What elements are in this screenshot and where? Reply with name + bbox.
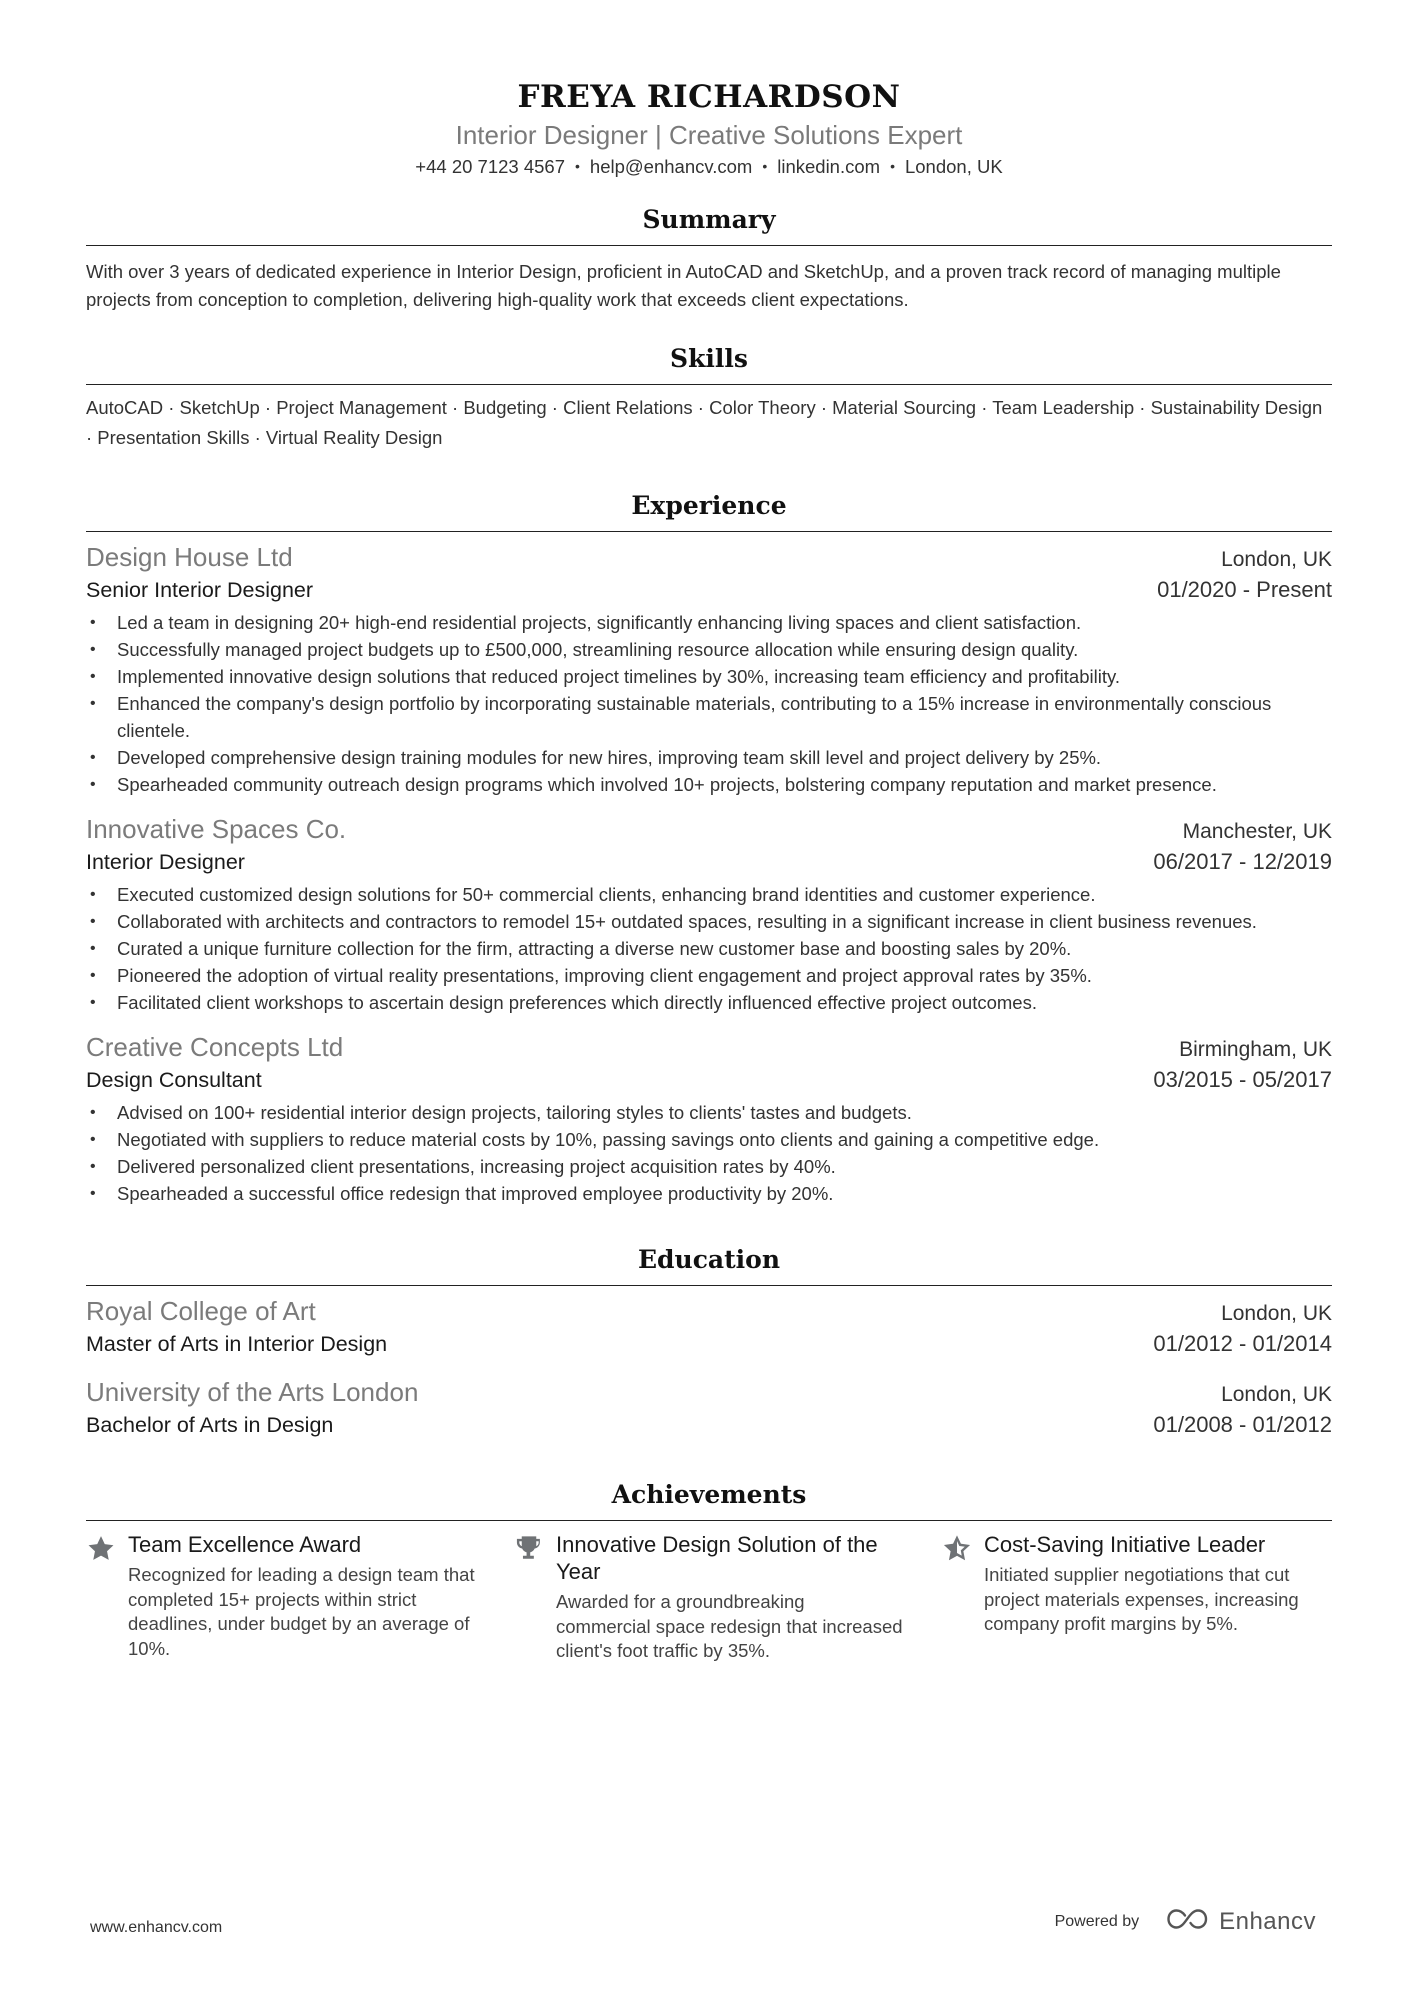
school-name: University of the Arts London [86, 1377, 419, 1407]
job-location: Birmingham, UK [1179, 1038, 1332, 1061]
experience-entry [86, 1030, 1332, 1207]
job-bullets [86, 1099, 1332, 1207]
summary-section [86, 203, 1332, 314]
experience-section [86, 489, 1332, 1207]
entry-subheader [86, 575, 1332, 605]
section-title-summary: Summary [86, 203, 1332, 246]
experience-entry [86, 812, 1332, 1016]
skills-list: AutoCAD · SketchUp · Project Management · Budgeting · Client Relations · Color Theory · Material Sourcing · Team Leadership · Sustainability Design · Presentation Skills · Virtual Reality Design [86, 397, 1323, 448]
bullet-item: • Collaborated with architects and contractors to remodel 15+ outdated spaces, resulting in a significant increase in client business revenues. [86, 908, 1332, 935]
company-name: Innovative Spaces Co. [86, 814, 347, 844]
phone: +44 20 7123 4567 [415, 156, 565, 177]
footer-branding [1055, 1906, 1316, 1937]
bullet-item: • Spearheaded a successful office redesign that improved employee productivity by 20%. [86, 1180, 1332, 1207]
contact-separator: • [575, 158, 580, 174]
entry-subheader [86, 1329, 1332, 1359]
degree: Bachelor of Arts in Design [86, 1413, 334, 1437]
job-bullets [86, 881, 1332, 1016]
entry-header [86, 1294, 1332, 1329]
job-dates: 01/2020 - Present [1157, 577, 1332, 602]
education-dates: 01/2012 - 01/2014 [1153, 1331, 1332, 1356]
education-dates: 01/2008 - 01/2012 [1153, 1412, 1332, 1437]
candidate-headline: Interior Designer | Creative Solutions Expert [455, 120, 963, 150]
degree: Master of Arts in Interior Design [86, 1332, 388, 1356]
section-title-education: Education [86, 1243, 1332, 1286]
achievement-item [942, 1531, 1332, 1664]
bullet-item: • Pioneered the adoption of virtual reality presentations, improving client engagement and project approval rates by 35%. [86, 962, 1332, 989]
bullet-item: • Delivered personalized client presentations, increasing project acquisition rates by 40%. [86, 1153, 1332, 1180]
enhancv-logo-icon [1165, 1906, 1211, 1937]
company-name: Creative Concepts Ltd [86, 1032, 344, 1062]
contact-separator: • [762, 158, 768, 174]
trophy-icon [514, 1531, 556, 1664]
achievements-grid [86, 1531, 1332, 1664]
education-entry [86, 1294, 1332, 1359]
entry-subheader [86, 1065, 1332, 1095]
skills-section [86, 342, 1332, 453]
bullet-item: • Enhanced the company's design portfolio by incorporating sustainable materials, contributing to a 15% increase in environmentally conscious clientele. [86, 690, 1332, 744]
resume-page [86, 0, 1332, 1664]
bullet-item: • Implemented innovative design solutions that reduced project timelines by 30%, increasing team efficiency and profitability. [86, 663, 1332, 690]
achievement-description: Recognized for leading a design team that completed 15+ projects within strict deadlines, under budget by an average of 10%. [128, 1564, 475, 1659]
bullet-item: • Executed customized design solutions for 50+ commercial clients, enhancing brand identities and customer experience. [86, 881, 1332, 908]
bullet-item: • Negotiated with suppliers to reduce material costs by 10%, passing savings onto clients and gaining a competitive edge. [86, 1126, 1332, 1153]
entry-header [86, 540, 1332, 575]
section-title-skills: Skills [86, 342, 1332, 385]
company-name: Design House Ltd [86, 542, 293, 572]
section-title-experience: Experience [86, 489, 1332, 532]
bullet-item: • Developed comprehensive design training modules for new hires, improving team skill level and project delivery by 25%. [86, 744, 1332, 771]
footer-website-link[interactable]: www.enhancv.com [90, 1919, 223, 1936]
job-location: Manchester, UK [1182, 820, 1332, 843]
education-section [86, 1243, 1332, 1440]
job-location: London, UK [1221, 548, 1332, 571]
entry-header [86, 1030, 1332, 1065]
achievement-body [128, 1531, 476, 1664]
star-half-icon [942, 1531, 984, 1664]
achievements-section [86, 1478, 1332, 1664]
bullet-item: • Facilitated client workshops to ascertain design preferences which directly influenced effective project outcomes. [86, 989, 1332, 1016]
school-location: London, UK [1221, 1383, 1332, 1406]
achievement-title: Team Excellence Award [128, 1532, 362, 1557]
bullet-item: • Spearheaded community outreach design programs which involved 10+ projects, bolstering company reputation and market presence. [86, 771, 1332, 798]
achievement-item [86, 1531, 476, 1664]
job-bullets [86, 609, 1332, 798]
entry-subheader [86, 847, 1332, 877]
bullet-item: • Successfully managed project budgets up to £500,000, streamlining resource allocation while ensuring design quality. [86, 636, 1332, 663]
resume-header [86, 0, 1332, 181]
linkedin-link[interactable]: linkedin.com [777, 156, 881, 177]
achievement-item [514, 1531, 904, 1664]
achievement-title: Cost-Saving Initiative Leader [984, 1532, 1266, 1557]
contact-line [86, 154, 1332, 181]
job-dates: 03/2015 - 05/2017 [1153, 1067, 1332, 1092]
bullet-item: • Curated a unique furniture collection for the firm, attracting a diverse new customer base and boosting sales by 20%. [86, 935, 1332, 962]
achievement-title: Innovative Design Solution of the Year [556, 1532, 878, 1584]
achievement-body [984, 1531, 1332, 1664]
achievement-description: Awarded for a groundbreaking commercial space redesign that increased client's foot traffic by 35%. [556, 1591, 903, 1661]
achievement-description: Initiated supplier negotiations that cut project materials expenses, increasing company profit margins by 5%. [984, 1564, 1299, 1634]
job-title: Interior Designer [86, 850, 245, 874]
job-title: Senior Interior Designer [86, 578, 314, 602]
bullet-item: • Advised on 100+ residential interior design projects, tailoring styles to clients' tastes and budgets. [86, 1099, 1332, 1126]
school-location: London, UK [1221, 1302, 1332, 1325]
education-entry [86, 1375, 1332, 1440]
job-title: Design Consultant [86, 1068, 262, 1092]
bullet-item: • Led a team in designing 20+ high-end residential projects, significantly enhancing living spaces and client satisfaction. [86, 609, 1332, 636]
candidate-name: FREYA RICHARDSON [517, 79, 901, 115]
achievement-body [556, 1531, 904, 1664]
job-dates: 06/2017 - 12/2019 [1153, 849, 1332, 874]
powered-by-label: Powered by [1054, 1912, 1140, 1930]
summary-text: With over 3 years of dedicated experience in Interior Design, proficient in AutoCAD and SketchUp, and a proven track record of managing multiple projects from conception to completion, delivering high-quality work that exceeds client expectations. [86, 261, 1281, 310]
contact-separator: • [890, 158, 895, 174]
star-icon [86, 1531, 128, 1664]
entry-subheader [86, 1410, 1332, 1440]
entry-header [86, 812, 1332, 847]
location: London, UK [904, 156, 1003, 177]
enhancv-brand: Enhancv [1219, 1907, 1316, 1935]
section-title-achievements: Achievements [86, 1478, 1332, 1521]
entry-header [86, 1375, 1332, 1410]
email-link[interactable]: help@enhancv.com [589, 156, 753, 177]
school-name: Royal College of Art [86, 1296, 316, 1326]
experience-entry [86, 540, 1332, 798]
